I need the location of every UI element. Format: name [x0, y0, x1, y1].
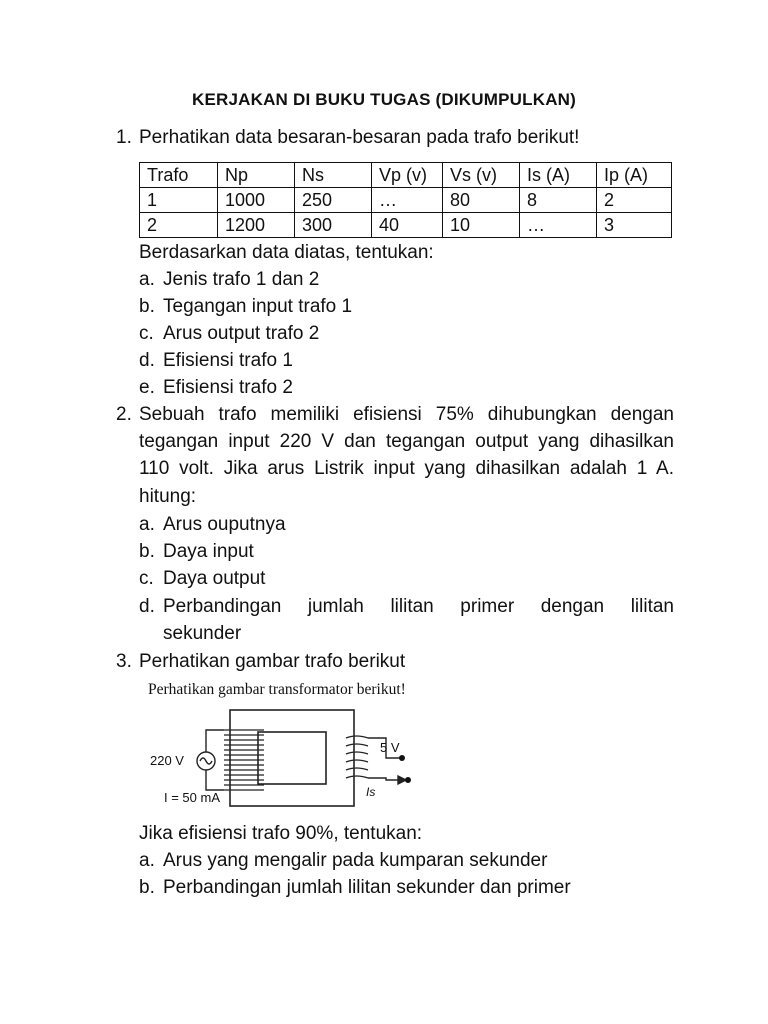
list-marker: a.	[139, 514, 155, 535]
table-cell: 3	[597, 213, 672, 238]
q3-text: Perhatikan gambar trafo berikut	[139, 651, 406, 672]
list-item: Arus yang mengalir pada kumparan sekunder	[163, 850, 548, 871]
figure-caption: Perhatikan gambar transformator berikut!	[148, 681, 406, 698]
trafo-data-table	[139, 162, 672, 238]
q2-text-line: Sebuah trafo memiliki efisiensi 75% dihubungkan dengan	[139, 404, 674, 425]
list-item: Efisiensi trafo 1	[163, 350, 293, 371]
q2-text-line: tegangan input 220 V dan tegangan output yang dihasilkan	[139, 431, 674, 452]
table-cell: …	[520, 213, 597, 238]
input-voltage-label: 220 V	[150, 753, 184, 768]
q3-number: 3.	[116, 651, 132, 672]
table-header-cell: Trafo	[140, 163, 218, 188]
list-item: Efisiensi trafo 2	[163, 377, 293, 398]
table-cell: 10	[443, 213, 520, 238]
table-cell: 300	[295, 213, 372, 238]
list-item: Perbandingan jumlah lilitan sekunder dan primer	[163, 877, 571, 898]
table-row	[140, 213, 672, 238]
list-marker: a.	[139, 269, 155, 290]
q2-text-line: 110 volt. Jika arus Listrik input yang dihasilkan adalah 1 A.	[139, 458, 674, 479]
q1-text: Perhatikan data besaran-besaran pada trafo berikut!	[139, 127, 580, 148]
list-item: Daya output	[163, 568, 266, 589]
output-voltage-label: 5 V	[380, 740, 400, 755]
table-cell: 40	[372, 213, 443, 238]
table-header-cell: Ns	[295, 163, 372, 188]
output-current-label: Is	[366, 785, 376, 799]
list-item: Daya input	[163, 541, 254, 562]
list-item: Arus output trafo 2	[163, 323, 320, 344]
table-header-cell: Ip (A)	[597, 163, 672, 188]
table-header-row	[140, 163, 672, 188]
list-item-continuation: sekunder	[163, 623, 242, 644]
list-marker: e.	[139, 377, 155, 398]
list-marker: b.	[139, 877, 155, 898]
table-header-cell: Vs (v)	[443, 163, 520, 188]
table-header-cell: Vp (v)	[372, 163, 443, 188]
table-header-cell: Np	[218, 163, 295, 188]
list-marker: c.	[139, 323, 154, 344]
output-terminal	[399, 755, 405, 761]
table-cell: 80	[443, 188, 520, 213]
table-cell: 8	[520, 188, 597, 213]
list-item: Tegangan input trafo 1	[163, 296, 353, 317]
list-item: Arus ouputnya	[163, 514, 286, 535]
q1-number: 1.	[116, 127, 132, 148]
table-cell: 1000	[218, 188, 295, 213]
output-terminal	[405, 777, 411, 783]
list-item: Perbandingan jumlah lilitan primer dengan lilitan	[163, 596, 674, 617]
table-cell: 1200	[218, 213, 295, 238]
table-row	[140, 188, 672, 213]
list-item: Jenis trafo 1 dan 2	[163, 269, 320, 290]
list-marker: d.	[139, 350, 155, 371]
list-marker: c.	[139, 568, 154, 589]
transformer-figure	[140, 676, 456, 816]
input-current-label: I = 50 mA	[164, 790, 220, 805]
q3-intro: Jika efisiensi trafo 90%, tentukan:	[139, 823, 423, 844]
list-marker: b.	[139, 541, 155, 562]
table-cell: …	[372, 188, 443, 213]
q2-number: 2.	[116, 404, 132, 425]
list-marker: d.	[139, 596, 155, 617]
page-title: KERJAKAN DI BUKU TUGAS (DIKUMPULKAN)	[191, 90, 577, 109]
q1-intro: Berdasarkan data diatas, tentukan:	[139, 242, 434, 263]
table-header-cell: Is (A)	[520, 163, 597, 188]
list-marker: a.	[139, 850, 155, 871]
list-marker: b.	[139, 296, 155, 317]
table-cell: 250	[295, 188, 372, 213]
table-cell: 1	[140, 188, 218, 213]
table-cell: 2	[597, 188, 672, 213]
table-cell: 2	[140, 213, 218, 238]
q2-text-line: hitung:	[139, 486, 197, 507]
